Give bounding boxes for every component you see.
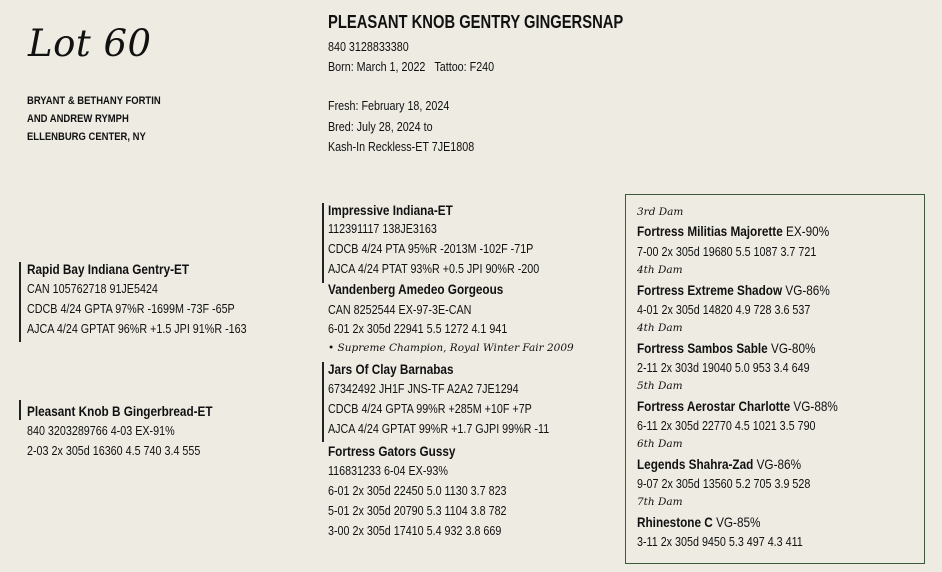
dam-sire-ids: 67342492 JH1F JNS-TF A2A2 7JE1294 [328,382,519,396]
family-record: 4-01 2x 305d 14820 4.9 728 3.6 537 [637,303,811,317]
family-generation: 4th Dam [637,264,683,276]
sire-sire-ajca: AJCA 4/24 PTAT 93%R +0.5 JPI 90%R -200 [328,262,540,276]
sire-sire-ids: 112391117 138JE3163 [328,222,437,236]
animal-bred-to: Kash-In Reckless-ET 7JE1808 [328,140,475,154]
family-record: 7-00 2x 305d 19680 5.5 1087 3.7 721 [637,245,817,259]
consignor-line-2: AND ANDREW RYMPH [27,113,129,125]
animal-born-tattoo [328,58,494,76]
sire-name: Rapid Bay Indiana Gentry-ET [27,261,190,277]
sire-sire-cdcb: CDCB 4/24 PTA 95%R -2013M -102F -71P [328,242,534,256]
dam-dam-record: 5-01 2x 305d 20790 5.3 1104 3.8 782 [328,504,507,518]
dam-name: Pleasant Knob B Gingerbread-ET [27,403,213,419]
consignor-line-1: BRYANT & BETHANY FORTIN [27,95,161,107]
family-name: Fortress Sambos Sable VG-80% [637,340,816,356]
family-record: 3-11 2x 305d 9450 5.3 497 4.3 411 [637,535,803,549]
dam-dam-record: 3-00 2x 305d 17410 5.4 932 3.8 669 [328,524,502,538]
dam-sire-cdcb: CDCB 4/24 GPTA 99%R +285M +10F +7P [328,402,532,416]
lot-number: Lot 60 [28,22,152,65]
sire-cdcb: CDCB 4/24 GPTA 97%R -1699M -73F -65P [27,302,235,316]
family-generation: 4th Dam [637,322,683,334]
dam-sire-bracket-line [322,362,324,442]
dam-dam-record: 6-01 2x 305d 22450 5.0 1130 3.7 823 [328,484,507,498]
dam-dam-ids: 116831233 6-04 EX-93% [328,464,448,478]
sire-bracket-line [19,262,21,342]
animal-bred: Bred: July 28, 2024 to [328,120,433,134]
animal-fresh: Fresh: February 18, 2024 [328,99,450,113]
family-generation: 5th Dam [637,380,683,392]
animal-born: Born: March 1, 2022 [328,60,426,74]
dam-sire-name: Jars Of Clay Barnabas [328,361,454,377]
sire-dam-name: Vandenberg Amedeo Gorgeous [328,281,504,297]
dam-bracket-line [19,400,21,420]
family-name: Fortress Extreme Shadow VG-86% [637,282,830,298]
family-record: 2-11 2x 303d 19040 5.0 953 3.4 649 [637,361,810,375]
sire-ajca: AJCA 4/24 GPTAT 96%R +1.5 JPI 91%R -163 [27,322,247,336]
family-generation: 6th Dam [637,438,683,450]
animal-name: PLEASANT KNOB GENTRY GINGERSNAP [328,12,624,32]
animal-tattoo: Tattoo: F240 [434,60,495,74]
dam-record: 2-03 2x 305d 16360 4.5 740 3.4 555 [27,444,201,458]
sire-dam-record: 6-01 2x 305d 22941 5.5 1272 4.1 941 [328,322,508,336]
sire-sire-bracket-line [322,203,324,283]
family-name: Legends Shahra-Zad VG-86% [637,456,802,472]
sire-ids: CAN 105762718 91JE5424 [27,282,158,296]
family-generation: 7th Dam [637,496,683,508]
consignor-line-3: ELLENBURG CENTER, NY [27,131,146,143]
family-generation: 3rd Dam [637,206,684,218]
family-record: 9-07 2x 305d 13560 5.2 705 3.9 528 [637,477,811,491]
family-name: Fortress Aerostar Charlotte VG-88% [637,398,838,414]
family-name: Rhinestone C VG-85% [637,514,761,530]
animal-reg-id: 840 3128833380 [328,40,409,54]
sire-dam-note: • Supreme Champion, Royal Winter Fair 2009 [328,342,574,354]
family-name: Fortress Militias Majorette EX-90% [637,223,830,239]
dam-sire-ajca: AJCA 4/24 GPTAT 99%R +1.7 GJPI 99%R -11 [328,422,550,436]
sire-dam-ids: CAN 8252544 EX-97-3E-CAN [328,303,472,317]
dam-ids: 840 3203289766 4-03 EX-91% [27,424,175,438]
family-record: 6-11 2x 305d 22770 4.5 1021 3.5 790 [637,419,816,433]
sire-sire-name: Impressive Indiana-ET [328,202,453,218]
dam-dam-name: Fortress Gators Gussy [328,443,456,459]
